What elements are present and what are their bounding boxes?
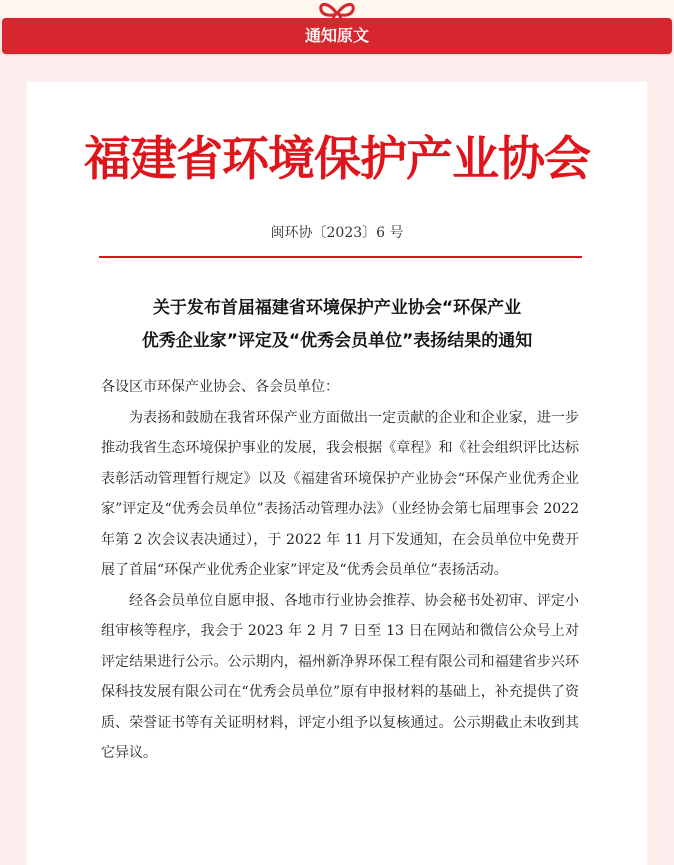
body-paragraph-2: 经各会员单位自愿申报、各地市行业协会推荐、协会秘书处初审、评定小组审核等程序，我会于 2023 年 2 月 7 日至 13 日在网站和微信公众号上对评定结果进行公示。公示期内，福州新净界环保工程有限公司和福建省步兴环保科技发展有限公司在“优秀会员单位”原有申报材料的基础上，补充提供了资质、荣誉证书等有关证明材料，评定小组予以复核通过。公示期截止未收到其它异议。 bbox=[101, 592, 579, 761]
banner-title: 通知原文 bbox=[304, 26, 369, 45]
document-title-line-2: 优秀企业家”评定及“优秀会员单位”表扬结果的通知 bbox=[141, 331, 533, 351]
salutation: 各设区市环保产业协会、各会员单位： bbox=[101, 379, 339, 395]
document-paper bbox=[27, 82, 647, 865]
notice-banner bbox=[2, 18, 672, 54]
organization-letterhead: 福建省环境保护产业协会 bbox=[84, 132, 590, 187]
document-number: 闽环协〔2023〕6 号 bbox=[270, 225, 404, 241]
document-title bbox=[67, 292, 607, 358]
body-paragraph-1: 为表扬和鼓励在我省环保产业方面做出一定贡献的企业和企业家，进一步推动我省生态环境保护事业的发展，我会根据《章程》和《社会组织评比达标表彰活动管理暂行规定》以及《福建省环境保护产业协会“环保产业优秀企业家”评定及“优秀会员单位”表扬活动管理办法》（业经协会第七届理事会 2022 年第 2 次会议表决通过），于 2022 年 11 月下发通知，在会员单位中免费开展了首届“环保产业优秀企业家”评定及“优秀会员单位”表扬活动。 bbox=[101, 409, 579, 578]
document-body bbox=[101, 372, 579, 769]
document-title-line-1: 关于发布首届福建省环境保护产业协会“环保产业 bbox=[152, 298, 522, 318]
letterhead-divider bbox=[99, 256, 582, 258]
